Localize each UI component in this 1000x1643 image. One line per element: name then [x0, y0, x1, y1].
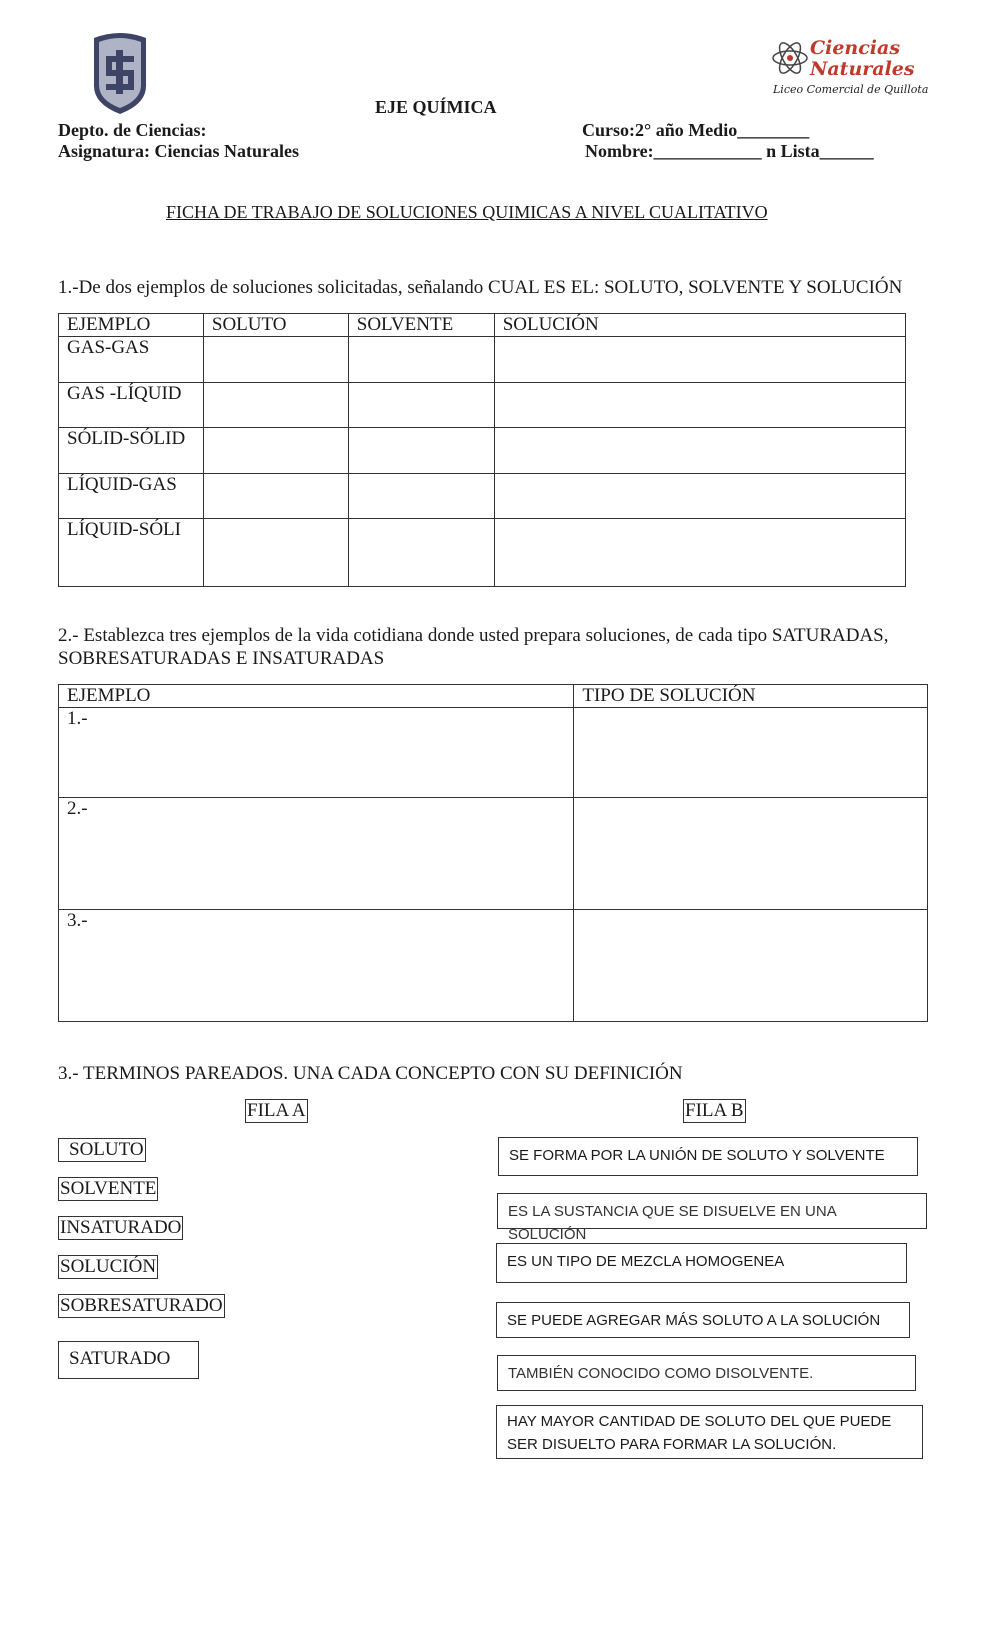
q1-answer-cell[interactable]: [203, 474, 348, 519]
q1-header-solvente: SOLVENTE: [348, 314, 494, 337]
definition-5[interactable]: TAMBIÉN CONOCIDO COMO DISOLVENTE.: [497, 1355, 916, 1391]
subject-label: Asignatura: Ciencias Naturales: [58, 141, 299, 161]
q1-row-label: LÍQUID-SÓLI: [59, 519, 204, 587]
definition-6[interactable]: HAY MAYOR CANTIDAD DE SOLUTO DEL QUE PUEDE SER DISUELTO PARA FORMAR LA SOLUCIÓN.: [496, 1405, 923, 1459]
table-row: [59, 474, 906, 519]
table-row: [59, 428, 906, 474]
q1-answer-cell[interactable]: [348, 428, 494, 474]
question-2-prompt-line2: SOBRESATURADAS E INSATURADAS: [58, 648, 385, 669]
q1-header-solucion: SOLUCIÓN: [494, 314, 905, 337]
q1-answer-cell[interactable]: [494, 383, 905, 428]
table-row: [59, 910, 928, 1022]
table-row: [59, 708, 928, 798]
q2-type-cell[interactable]: [574, 708, 928, 798]
q1-answer-cell[interactable]: [203, 428, 348, 474]
q1-answer-cell[interactable]: [203, 337, 348, 383]
q1-header-soluto: SOLUTO: [203, 314, 348, 337]
q1-answer-cell[interactable]: [494, 474, 905, 519]
q1-answer-cell[interactable]: [203, 519, 348, 587]
q1-answer-cell[interactable]: [494, 519, 905, 587]
term-saturado[interactable]: SATURADO: [58, 1341, 199, 1379]
term-solucion[interactable]: SOLUCIÓN: [60, 1256, 157, 1277]
fila-a-label: FILA A: [247, 1100, 306, 1121]
question-2-prompt: [58, 624, 888, 670]
q2-example-cell[interactable]: 1.-: [59, 708, 574, 798]
brand-logo-line1: Ciencias: [810, 37, 901, 59]
q1-answer-cell[interactable]: [494, 428, 905, 474]
q1-answer-cell[interactable]: [348, 474, 494, 519]
name-field: Nombre:____________ n Lista______: [585, 141, 874, 161]
brand-logo-line2: Naturales: [810, 58, 915, 80]
question-3-prompt: 3.- TERMINOS PAREADOS. UNA CADA CONCEPTO CON SU DEFINICIÓN: [58, 1063, 683, 1084]
worksheet-title: FICHA DE TRABAJO DE SOLUCIONES QUIMICAS A NIVEL CUALITATIVO: [166, 202, 768, 222]
brand-logo-title: [810, 38, 915, 80]
q1-answer-cell[interactable]: [203, 383, 348, 428]
course-field: Curso:2° año Medio________: [582, 120, 810, 140]
definition-4[interactable]: SE PUEDE AGREGAR MÁS SOLUTO A LA SOLUCIÓN: [496, 1302, 910, 1338]
q2-type-cell[interactable]: [574, 798, 928, 910]
term-insaturado[interactable]: INSATURADO: [60, 1217, 182, 1238]
table-row: [59, 337, 906, 383]
table-row: [59, 383, 906, 428]
school-seal-logo: [88, 30, 152, 116]
q2-header-row: [59, 685, 928, 708]
brand-logo-subtitle: Liceo Comercial de Quillota: [773, 83, 929, 96]
page-title: EJE QUÍMICA: [375, 97, 497, 117]
q1-row-label: GAS-GAS: [59, 337, 204, 383]
q1-answer-cell[interactable]: [348, 383, 494, 428]
q2-example-cell[interactable]: 2.-: [59, 798, 574, 910]
dept-label: Depto. de Ciencias:: [58, 120, 207, 140]
q1-answer-cell[interactable]: [348, 519, 494, 587]
q1-row-label: SÓLID-SÓLID: [59, 428, 204, 474]
table-row: [59, 519, 906, 587]
q1-table: [58, 313, 906, 587]
question-2-prompt-line1: 2.- Establezca tres ejemplos de la vida cotidiana donde usted prepara soluciones, de cada tipo SATURADAS,: [58, 625, 889, 646]
q2-header-tipo: TIPO DE SOLUCIÓN: [574, 685, 928, 708]
question-1-prompt: 1.-De dos ejemplos de soluciones solicitadas, señalando CUAL ES EL: SOLUTO, SOLVENTE Y SOLUCIÓN: [58, 277, 903, 298]
definition-3[interactable]: ES UN TIPO DE MEZCLA HOMOGENEA: [496, 1243, 907, 1283]
q2-type-cell[interactable]: [574, 910, 928, 1022]
q1-row-label: LÍQUID-GAS: [59, 474, 204, 519]
q2-header-ejemplo: EJEMPLO: [59, 685, 574, 708]
definition-2[interactable]: ES LA SUSTANCIA QUE SE DISUELVE EN UNA SOLUCIÓN: [497, 1193, 927, 1229]
q1-header-ejemplo: EJEMPLO: [59, 314, 204, 337]
term-solvente[interactable]: SOLVENTE: [60, 1178, 157, 1199]
term-soluto[interactable]: SOLUTO: [58, 1138, 146, 1162]
q2-example-cell[interactable]: 3.-: [59, 910, 574, 1022]
term-sobresaturado[interactable]: SOBRESATURADO: [60, 1295, 223, 1316]
table-row: [59, 798, 928, 910]
q1-answer-cell[interactable]: [348, 337, 494, 383]
atom-icon: [770, 38, 810, 78]
q1-header-row: [59, 314, 906, 337]
fila-b-label: FILA B: [685, 1100, 744, 1121]
definition-1[interactable]: SE FORMA POR LA UNIÓN DE SOLUTO Y SOLVENTE: [498, 1137, 918, 1176]
q2-table: [58, 684, 928, 1022]
q1-row-label: GAS -LÍQUID: [59, 383, 204, 428]
q1-answer-cell[interactable]: [494, 337, 905, 383]
